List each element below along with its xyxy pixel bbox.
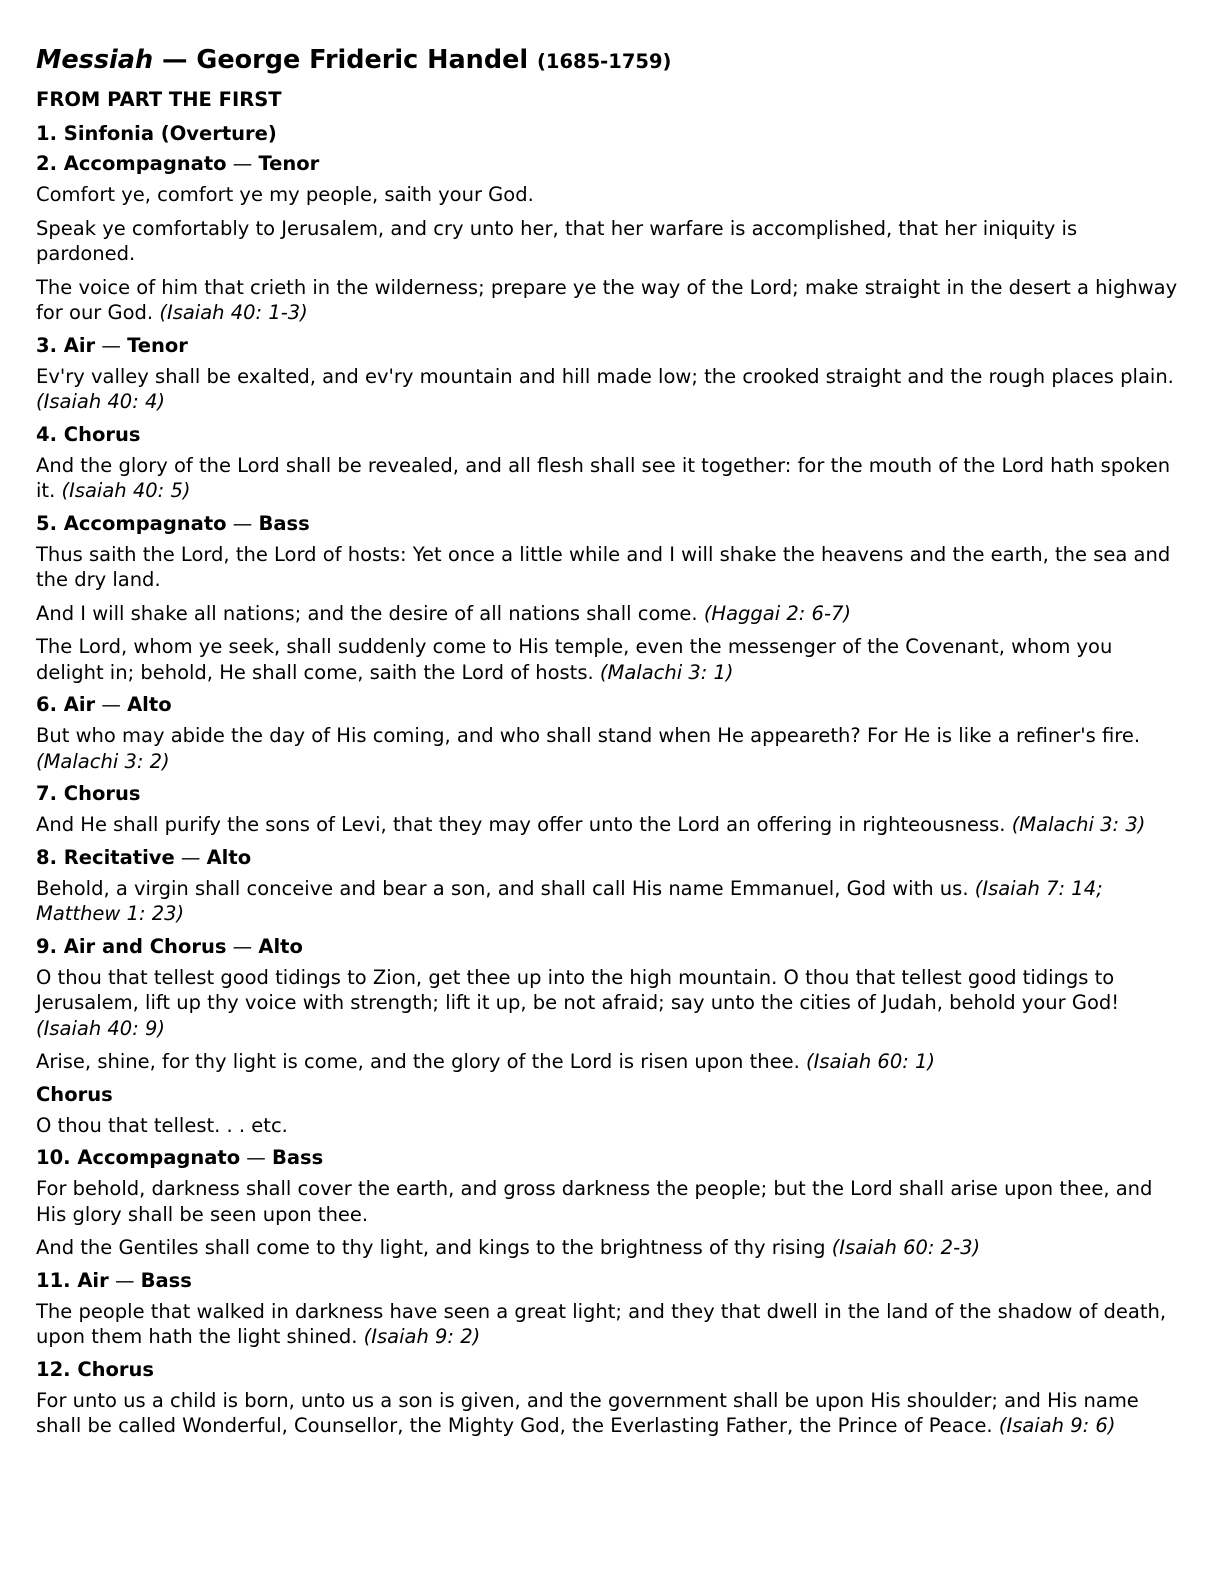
movement-number: 2. bbox=[36, 152, 57, 175]
movement-section bbox=[36, 1269, 1182, 1350]
lyric-text: O thou that tellest good tidings to Zion, get thee up into the high mountain. O thou that tellest good tidings to Jerusalem, lift up thy voice with strength; lift it up, be not afraid; say unto the cities of Judah, behold your God! bbox=[36, 965, 1120, 1014]
lyric-text: Comfort ye, comfort ye my people, saith your God. bbox=[36, 183, 534, 206]
movement-section bbox=[36, 846, 1182, 927]
lyric-paragraph bbox=[36, 1049, 1182, 1075]
movement-form: Air bbox=[63, 693, 96, 716]
movement-number: 6. bbox=[36, 693, 57, 716]
movement-number: 4. bbox=[36, 422, 57, 446]
movement-number: 11. bbox=[36, 1268, 71, 1292]
movement-heading bbox=[36, 846, 1182, 870]
movement-form: Recitative bbox=[63, 845, 175, 869]
lyric-text: Thus saith the Lord, the Lord of hosts: Yet once a little while and I will shake the heavens and the earth, the sea and the dry land. bbox=[36, 542, 1171, 591]
movement-heading bbox=[36, 1083, 1182, 1107]
lyric-text: And the glory of the Lord shall be revealed, and all flesh shall see it together: for the mouth of the Lord hath spoken it. bbox=[36, 453, 1171, 502]
movement-voice: Bass bbox=[140, 1268, 192, 1292]
lyric-paragraph bbox=[36, 182, 1182, 208]
lyric-text: For unto us a child is born, unto us a son is given, and the government shall be upon His shoulder; and His name shall be called Wonderful, Counsellor, the Mighty God, the Everlasting Father, the Prince of Peace. bbox=[36, 1388, 1139, 1437]
movement-section bbox=[36, 693, 1182, 774]
lyric-paragraph bbox=[36, 542, 1182, 593]
scripture-reference: (Isaiah 40: 1-3) bbox=[159, 301, 308, 324]
lyric-text: And I will shake all nations; and the desire of all nations shall come. bbox=[36, 601, 698, 625]
lyric-paragraph bbox=[36, 634, 1182, 685]
movement-heading bbox=[36, 935, 1182, 959]
movement-form: Air and Chorus bbox=[63, 934, 227, 958]
scripture-reference: (Isaiah 60: 1) bbox=[806, 1050, 936, 1073]
movement-form: Accompagnato bbox=[63, 511, 227, 535]
heading-dash: — bbox=[174, 845, 207, 869]
movement-section bbox=[36, 935, 1182, 1075]
composer-dates: (1685-1759) bbox=[537, 50, 672, 73]
movement-form: Chorus bbox=[77, 1357, 155, 1381]
scripture-reference: (Malachi 3: 1) bbox=[599, 660, 734, 684]
scripture-reference: (Isaiah 60: 2-3) bbox=[831, 1236, 981, 1259]
movement-form: Air bbox=[63, 333, 96, 357]
movement-voice: Bass bbox=[258, 511, 310, 535]
movement-heading bbox=[36, 122, 1182, 146]
lyric-text: O thou that tellest. . . etc. bbox=[36, 1113, 288, 1137]
movement-heading bbox=[36, 782, 1182, 806]
movement-number: 1. bbox=[36, 122, 57, 145]
lyric-paragraph bbox=[36, 601, 1182, 627]
scripture-reference: (Malachi 3: 3) bbox=[1011, 813, 1146, 836]
movement-number: 8. bbox=[36, 845, 57, 869]
lyric-text: And He shall purify the sons of Levi, that they may offer unto the Lord an offering in righteousness. bbox=[36, 813, 1006, 836]
heading-dash: — bbox=[95, 693, 128, 716]
movement-section bbox=[36, 782, 1182, 838]
lyric-text: Ev'ry valley shall be exalted, and ev'ry mountain and hill made low; the crooked straight and the rough places plain. bbox=[36, 364, 1174, 388]
lyric-paragraph bbox=[36, 1299, 1182, 1350]
movement-number: 7. bbox=[36, 782, 57, 805]
lyric-text: The voice of him that crieth in the wilderness; prepare ye the way of the Lord; make straight in the desert a highway for our God. bbox=[36, 275, 1178, 324]
program-notes-document bbox=[36, 40, 1182, 1447]
lyric-paragraph bbox=[36, 1113, 1182, 1139]
movement-heading bbox=[36, 1146, 1182, 1170]
scripture-reference: (Isaiah 9: 6) bbox=[998, 1414, 1116, 1437]
document-title bbox=[36, 40, 1182, 82]
movement-heading bbox=[36, 152, 1182, 176]
movement-number: 10. bbox=[36, 1146, 71, 1169]
movement-number: 5. bbox=[36, 511, 57, 535]
movement-voice: Alto bbox=[206, 845, 252, 869]
movement-number: 9. bbox=[36, 934, 57, 958]
lyric-paragraph bbox=[36, 275, 1182, 326]
movement-heading bbox=[36, 512, 1182, 536]
movement-form: Air bbox=[77, 1268, 109, 1292]
lyric-paragraph bbox=[36, 453, 1182, 504]
heading-dash: — bbox=[226, 152, 259, 175]
lyric-paragraph bbox=[36, 364, 1182, 415]
movement-voice: Tenor bbox=[258, 152, 320, 175]
lyric-paragraph bbox=[36, 965, 1182, 1042]
movement-heading bbox=[36, 423, 1182, 447]
scripture-reference: (Malachi 3: 2) bbox=[36, 749, 170, 773]
movement-heading bbox=[36, 334, 1182, 358]
movement-voice: Tenor bbox=[127, 333, 188, 357]
lyric-text: Behold, a virgin shall conceive and bear a son, and shall call His name Emmanuel, God with us. bbox=[36, 876, 969, 900]
title-separator: — bbox=[153, 45, 197, 75]
movement-form: Sinfonia (Overture) bbox=[63, 122, 277, 145]
lyric-paragraph bbox=[36, 876, 1182, 927]
lyric-paragraph bbox=[36, 216, 1182, 267]
part-heading: FROM PART THE FIRST bbox=[36, 88, 282, 111]
movement-section bbox=[36, 122, 1182, 146]
scripture-reference: (Isaiah 40: 4) bbox=[36, 390, 165, 413]
movement-voice: Alto bbox=[127, 693, 172, 716]
scripture-reference: (Isaiah 9: 2) bbox=[363, 1325, 481, 1348]
movement-list bbox=[36, 122, 1182, 1439]
composer-name: George Frideric Handel bbox=[196, 45, 529, 75]
lyric-text: The Lord, whom ye seek, shall suddenly come to His temple, even the messenger of the Covenant, whom you delight in; behold, He shall come, saith the Lord of hosts. bbox=[36, 635, 1113, 684]
movement-heading bbox=[36, 1358, 1182, 1382]
movement-section bbox=[36, 512, 1182, 686]
scripture-reference: (Isaiah 7: 14; Matthew 1: 23) bbox=[36, 876, 1103, 925]
movement-form: Accompagnato bbox=[77, 1146, 241, 1169]
movement-form: Chorus bbox=[36, 1082, 113, 1106]
heading-dash: — bbox=[226, 511, 259, 535]
scripture-reference: (Isaiah 40: 5) bbox=[61, 479, 191, 502]
lyric-paragraph bbox=[36, 812, 1182, 838]
movement-heading bbox=[36, 693, 1182, 717]
scripture-reference: (Haggai 2: 6-7) bbox=[703, 601, 852, 625]
lyric-text: The people that walked in darkness have seen a great light; and they that dwell in the land of the shadow of death, upon them hath the light shined. bbox=[36, 1299, 1167, 1348]
movement-form: Chorus bbox=[63, 782, 141, 805]
heading-dash: — bbox=[95, 333, 128, 357]
movement-form: Accompagnato bbox=[63, 152, 227, 175]
movement-form: Chorus bbox=[63, 422, 141, 446]
movement-section bbox=[36, 1083, 1182, 1139]
movement-number: 12. bbox=[36, 1357, 71, 1381]
lyric-text: But who may abide the day of His coming, and who shall stand when He appeareth? For He is like a refiner's fire. bbox=[36, 724, 1141, 747]
lyric-paragraph bbox=[36, 1235, 1182, 1261]
lyric-paragraph bbox=[36, 1176, 1182, 1227]
movement-number: 3. bbox=[36, 333, 57, 357]
lyric-text: And the Gentiles shall come to thy light, and kings to the brightness of thy rising bbox=[36, 1236, 826, 1259]
heading-dash: — bbox=[226, 934, 259, 958]
lyric-text: Speak ye comfortably to Jerusalem, and cry unto her, that her warfare is accomplished, that her iniquity is pardoned. bbox=[36, 216, 1078, 265]
lyric-text: Arise, shine, for thy light is come, and the glory of the Lord is risen upon thee. bbox=[36, 1050, 800, 1073]
movement-section bbox=[36, 423, 1182, 504]
movement-section bbox=[36, 1146, 1182, 1261]
scripture-reference: (Isaiah 40: 9) bbox=[36, 1016, 165, 1040]
heading-dash: — bbox=[108, 1268, 141, 1292]
lyric-paragraph bbox=[36, 1388, 1182, 1439]
movement-section bbox=[36, 152, 1182, 326]
movement-voice: Bass bbox=[272, 1146, 324, 1169]
movement-voice: Alto bbox=[258, 934, 303, 958]
movement-section bbox=[36, 1358, 1182, 1439]
movement-section bbox=[36, 334, 1182, 415]
lyric-text: For behold, darkness shall cover the earth, and gross darkness the people; but the Lord shall arise upon thee, and His glory shall be seen upon thee. bbox=[36, 1177, 1153, 1226]
work-title: Messiah bbox=[36, 45, 154, 75]
movement-heading bbox=[36, 1269, 1182, 1293]
lyric-paragraph bbox=[36, 723, 1182, 774]
heading-dash: — bbox=[240, 1146, 273, 1169]
